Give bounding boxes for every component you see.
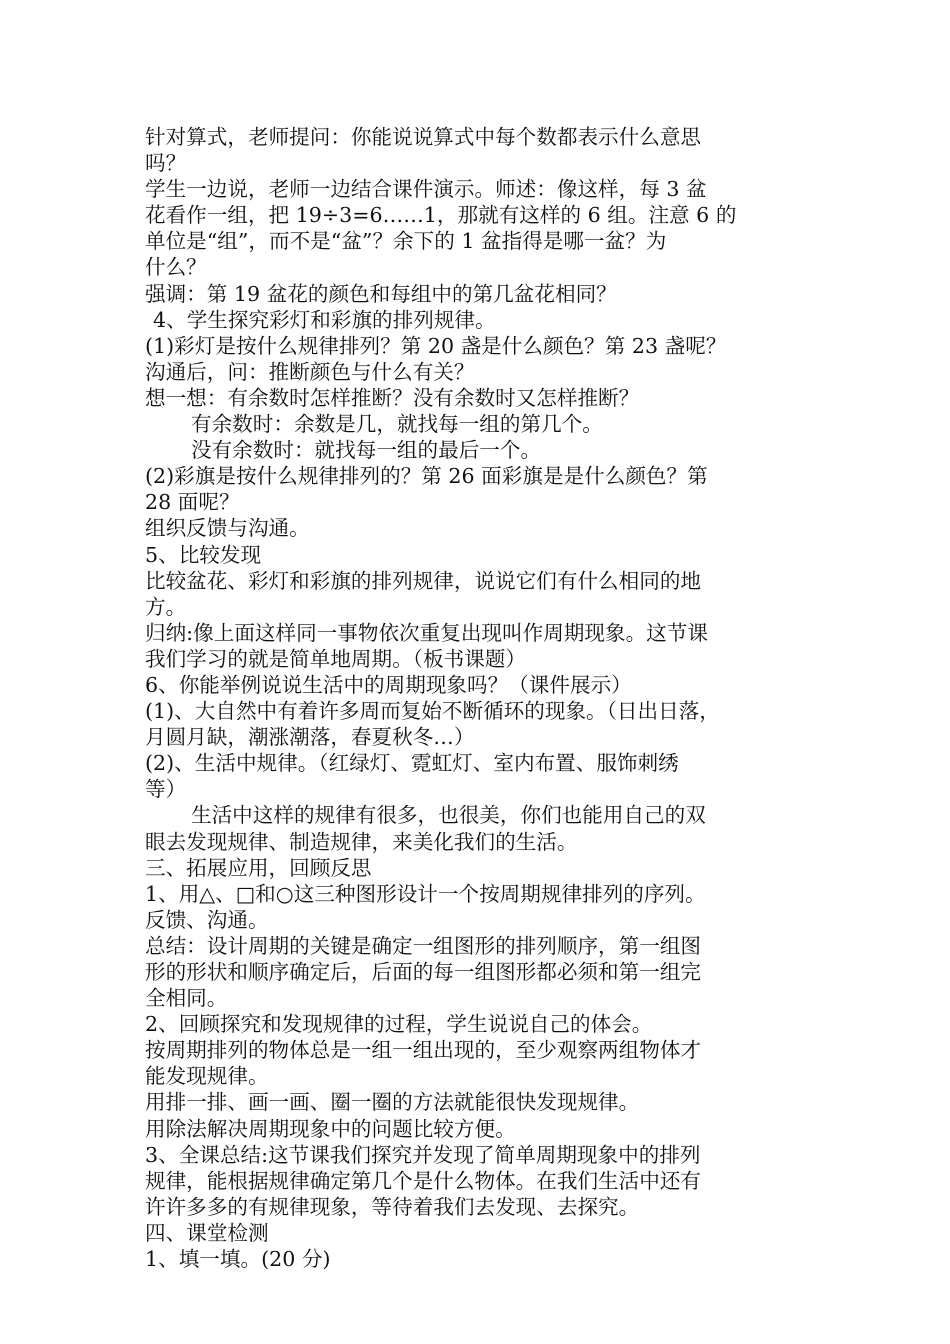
- text-line: 比较盆花、彩灯和彩旗的排列规律，说说它们有什么相同的地: [145, 568, 702, 593]
- text-line: 用除法解决周期现象中的问题比较方便。: [145, 1116, 516, 1141]
- text-line: 强调：第 19 盆花的颜色和每组中的第几盆花相同？: [145, 281, 617, 306]
- text-line: 花看作一组，把 19÷3=6……1，那就有这样的 6 组。注意 6 的: [145, 203, 737, 228]
- text-line: 方。: [145, 594, 187, 619]
- text-line: 什么？: [145, 255, 207, 280]
- text-line: 总结：设计周期的关键是确定一组图形的排列顺序，第一组图: [145, 933, 702, 958]
- section-heading: 6、你能举例说说生活中的周期现象吗？（课件展示）: [145, 672, 632, 697]
- text-line: 形的形状和顺序确定后，后面的每一组图形都必须和第一组完: [145, 960, 702, 984]
- text-line: 针对算式，老师提问：你能说说算式中每个数都表示什么意思: [145, 125, 702, 149]
- text-line: 沟通后，问：推断颜色与什么有关？: [145, 359, 475, 384]
- text-line: 反馈、沟通。: [145, 907, 269, 932]
- text-line: 归纳:像上面这样同一事物依次重复出现叫作周期现象。这节课: [145, 620, 708, 645]
- text-line: 学生一边说，老师一边结合课件演示。师述：像这样，每 3 盆: [145, 177, 707, 202]
- text-line: 没有余数时：就找每一组的最后一个。: [191, 438, 542, 463]
- text-line: 我们学习的就是简单地周期。（板书课题）: [145, 646, 526, 671]
- text-line: 3、全课总结:这节课我们探究并发现了简单周期现象中的排列: [145, 1142, 701, 1167]
- text-line: (2)彩旗是按什么规律排列的？第 26 面彩旗是是什么颜色？第: [145, 464, 708, 489]
- section-heading: 三、拓展应用，回顾反思: [145, 855, 372, 880]
- text-line: 许许多多的有规律现象，等待着我们去发现、去探究。: [145, 1194, 640, 1219]
- section-heading: 四、课堂检测: [145, 1220, 269, 1245]
- text-line: 有余数时：余数是几，就找每一组的第几个。: [191, 412, 603, 437]
- text-line: 1、填一填。(20 分): [145, 1247, 331, 1272]
- text-line: (1)彩灯是按什么规律排列？第 20 盏是什么颜色？第 23 盏呢？: [145, 333, 727, 358]
- section-heading: 4、学生探究彩灯和彩旗的排列规律。: [153, 307, 496, 332]
- text-line: 等）: [145, 777, 187, 802]
- text-line: (1)、大自然中有着许多周而复始不断循环的现象。（日出日落，: [145, 699, 720, 724]
- text-line: 吗？: [145, 151, 187, 176]
- text-line: 规律，能根据规律确定第几个是什么物体。在我们生活中还有: [145, 1168, 702, 1193]
- text-line: 按周期排列的物体总是一组一组出现的，至少观察两组物体才: [145, 1038, 702, 1063]
- text-line: 想一想：有余数时怎样推断？没有余数时又怎样推断？: [145, 385, 640, 410]
- text-line: 生活中这样的规律有很多，也很美，你们也能用自己的双: [191, 803, 706, 828]
- document-body: [145, 124, 810, 1272]
- text-line: 1、用△、□和○这三种图形设计一个按周期规律排列的序列。: [145, 881, 706, 906]
- text-line: 2、回顾探究和发现规律的过程，学生说说自己的体会。: [145, 1012, 653, 1037]
- text-line: 组织反馈与沟通。: [145, 516, 310, 541]
- text-line: 眼去发现规律、制造规律，来美化我们的生活。: [145, 829, 578, 854]
- section-heading: 5、比较发现: [145, 542, 262, 567]
- text-line: 28 面呢？: [145, 490, 240, 515]
- text-line: (2)、生活中规律。（红绿灯、霓虹灯、室内布置、服饰刺绣: [145, 751, 679, 776]
- text-line: 单位是“组”，而不是“盆”？余下的 1 盆指得是哪一盆？为: [145, 229, 667, 254]
- text-line: 用排一排、画一画、圈一圈的方法就能很快发现规律。: [145, 1090, 640, 1115]
- text-line: 月圆月缺，潮涨潮落，春夏秋冬…）: [145, 725, 475, 750]
- text-line: 能发现规律。: [145, 1064, 269, 1089]
- text-line: 全相同。: [145, 986, 228, 1011]
